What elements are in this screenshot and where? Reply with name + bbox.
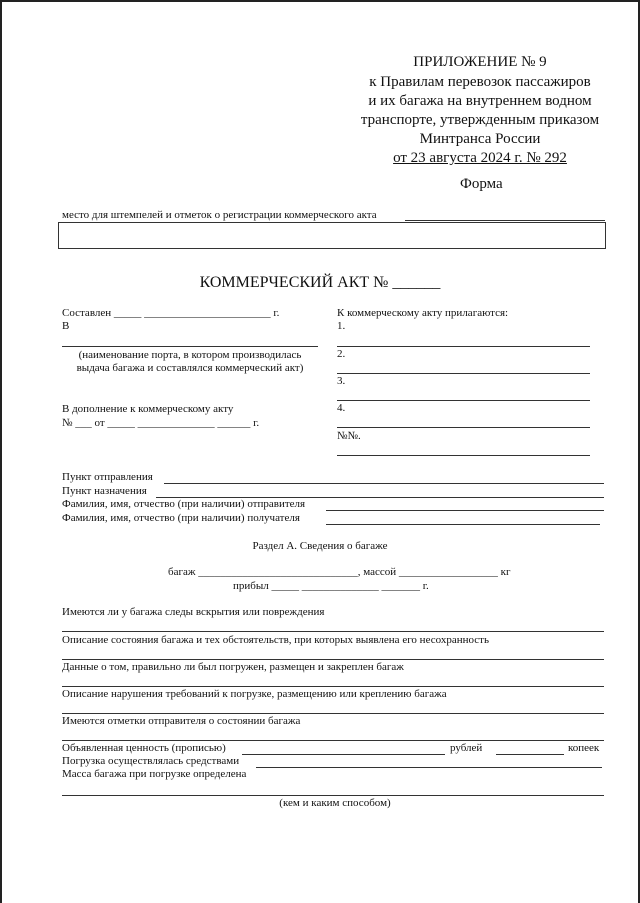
appendix-line-4: Минтранса России: [419, 131, 541, 147]
attachment-field-3[interactable]: [337, 400, 590, 401]
receiver-field[interactable]: [326, 524, 600, 525]
appendix-line-1: к Правилам перевозок пассажиров: [369, 74, 591, 90]
question-tampering: Имеются ли у багажа следы вскрытия или повреждения: [62, 606, 325, 618]
mass-determined-field[interactable]: [62, 795, 604, 796]
arrived-line: прибыл _____ ______________ _______ г.: [233, 580, 429, 592]
port-caption-2: выдача багажа и составлялся коммерческий акт): [76, 362, 304, 374]
attachment-item-1: 1.: [337, 320, 346, 332]
attachment-field-1[interactable]: [337, 346, 590, 347]
answer-field-tampering[interactable]: [62, 631, 604, 632]
attachments-label: К коммерческому акту прилагаются:: [337, 307, 509, 319]
destination-label: Пункт назначения: [62, 485, 147, 497]
addition-line-1: В дополнение к коммерческому акту: [62, 403, 234, 415]
stamp-area-box[interactable]: [58, 222, 606, 249]
question-loading-correct: Данные о том, правильно ли был погружен, размещен и закреплен багаж: [62, 661, 404, 673]
who-how-caption: (кем и каким способом): [279, 797, 391, 809]
answer-field-condition[interactable]: [62, 659, 604, 660]
kopecks-field[interactable]: [496, 754, 564, 755]
answer-field-sender-marks[interactable]: [62, 740, 604, 741]
attachment-field-5[interactable]: [337, 455, 590, 456]
form-label: Форма: [460, 176, 503, 192]
sender-label: Фамилия, имя, отчество (при наличии) отправителя: [62, 498, 306, 510]
stamp-area-label: место для штемпелей и отметок о регистрации коммерческого акта: [62, 209, 377, 221]
attachment-item-4: 4.: [337, 402, 346, 414]
question-loading-violation: Описание нарушения требований к погрузке, размещению или креплению багажа: [62, 688, 447, 700]
section-a-title: Раздел А. Сведения о багаже: [252, 540, 388, 552]
stamp-label-rule: [405, 220, 605, 221]
declared-value-field[interactable]: [242, 754, 445, 755]
answer-field-loading-correct[interactable]: [62, 686, 604, 687]
composed-line: Составлен _____ _______________________ г.: [62, 307, 280, 319]
port-name-field[interactable]: [62, 346, 318, 347]
addition-line-2: № ___ от _____ ______________ ______ г.: [62, 417, 260, 429]
answer-field-loading-violation[interactable]: [62, 713, 604, 714]
declared-value-label: Объявленная ценность (прописью): [62, 742, 226, 754]
composed-in-label: В: [62, 320, 70, 332]
attachment-field-4[interactable]: [337, 427, 590, 428]
departure-field[interactable]: [164, 483, 604, 484]
appendix-line-2: и их багажа на внутреннем водном: [368, 93, 592, 109]
baggage-mass-line: багаж _____________________________, массой __________________ кг: [168, 566, 511, 578]
question-condition: Описание состояния багажа и тех обстоятельств, при которых выявлена его несохранность: [62, 634, 489, 646]
appendix-number: ПРИЛОЖЕНИЕ № 9: [413, 54, 547, 70]
sender-field[interactable]: [326, 510, 604, 511]
act-title: КОММЕРЧЕСКИЙ АКТ № ______: [199, 274, 441, 291]
scan-edge-top: [0, 0, 640, 2]
loading-means-field[interactable]: [256, 767, 602, 768]
departure-label: Пункт отправления: [62, 471, 153, 483]
kopecks-label: копеек: [568, 742, 600, 754]
port-caption-1: (наименование порта, в котором производилась: [78, 349, 302, 361]
attachment-item-nums: №№.: [337, 430, 361, 442]
appendix-line-3: транспорте, утвержденным приказом: [360, 112, 600, 128]
attachment-item-3: 3.: [337, 375, 346, 387]
mass-determined-label: Масса багажа при погрузке определена: [62, 768, 247, 780]
scan-edge-left: [0, 0, 2, 903]
loading-means-label: Погрузка осуществлялась средствами: [62, 755, 240, 767]
appendix-order-date: от 23 августа 2024 г. № 292: [393, 150, 567, 166]
question-sender-marks: Имеются отметки отправителя о состоянии багажа: [62, 715, 301, 727]
attachment-field-2[interactable]: [337, 373, 590, 374]
receiver-label: Фамилия, имя, отчество (при наличии) получателя: [62, 512, 300, 524]
rubles-label: рублей: [450, 742, 483, 754]
attachment-item-2: 2.: [337, 348, 346, 360]
